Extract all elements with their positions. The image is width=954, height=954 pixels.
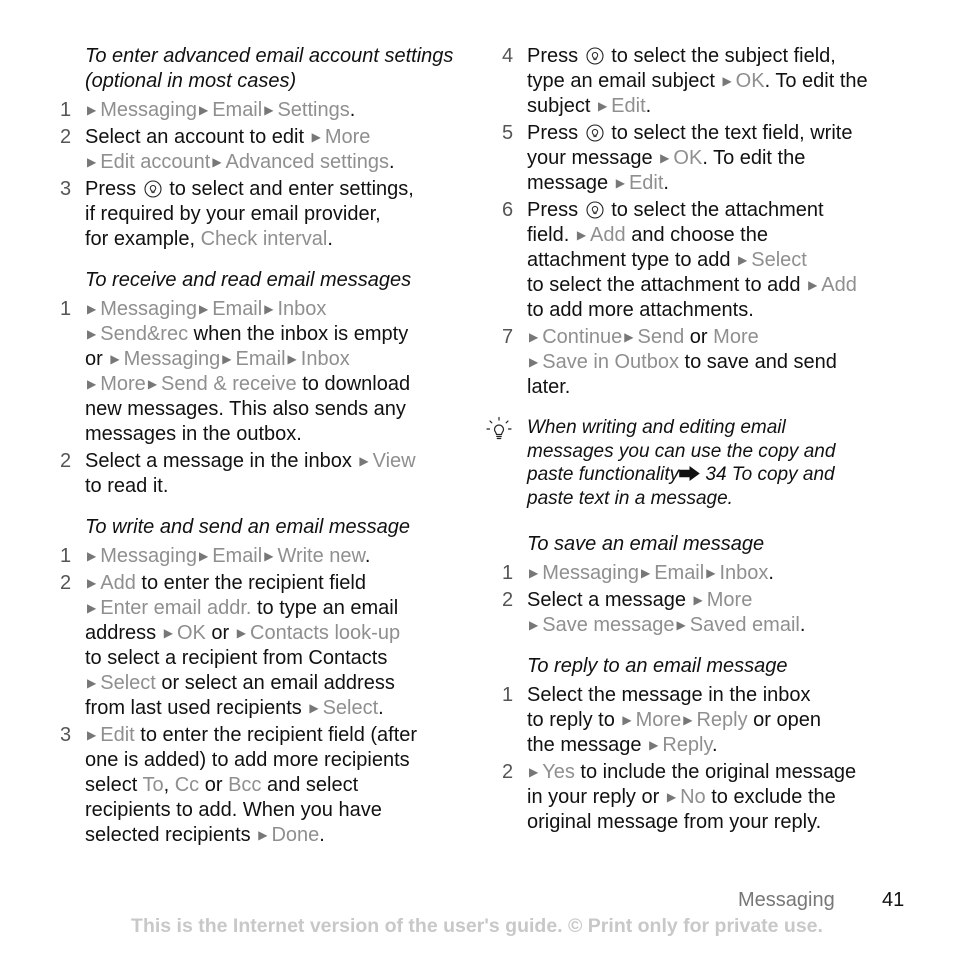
menu-arrow-icon: ▶ bbox=[87, 676, 97, 690]
instruction-section bbox=[502, 532, 912, 638]
menu-arrow-icon: ▶ bbox=[264, 302, 274, 316]
ui-term: Email bbox=[654, 562, 705, 584]
ui-term: Email bbox=[212, 545, 263, 567]
text-run: to exclude the bbox=[705, 786, 836, 808]
ui-term: Edit bbox=[611, 95, 646, 117]
text-run: . bbox=[711, 734, 718, 756]
text-run: Press bbox=[527, 45, 584, 67]
ui-term: More bbox=[713, 326, 759, 348]
step-item bbox=[60, 723, 470, 848]
menu-arrow-icon: ▶ bbox=[198, 302, 209, 316]
menu-arrow-icon: ▶ bbox=[212, 155, 222, 169]
step-item bbox=[60, 449, 470, 499]
text-run: . bbox=[388, 151, 395, 173]
tip-note bbox=[486, 416, 912, 510]
ui-term: More bbox=[635, 709, 682, 731]
ui-term: Edit account bbox=[100, 151, 211, 173]
text-run: or bbox=[684, 326, 714, 348]
ui-term: Add bbox=[590, 224, 626, 246]
ui-term: Messaging bbox=[100, 545, 197, 567]
ui-term: Messaging bbox=[100, 298, 197, 320]
ui-term: Inbox bbox=[300, 348, 350, 370]
text-run: select bbox=[85, 774, 143, 796]
menu-arrow-icon: ▶ bbox=[87, 728, 97, 742]
instruction-section bbox=[60, 268, 470, 499]
ui-term: Yes bbox=[542, 761, 575, 783]
ui-term: To bbox=[142, 774, 164, 796]
ui-term: Save in Outbox bbox=[542, 351, 679, 373]
text-run: original message from your reply. bbox=[527, 811, 822, 833]
navigation-key-icon bbox=[586, 47, 604, 65]
text-run: Select a message in the inbox bbox=[85, 450, 358, 472]
menu-arrow-icon: ▶ bbox=[87, 155, 97, 169]
ui-term: View bbox=[372, 450, 416, 472]
ui-term: Inbox bbox=[277, 298, 327, 320]
text-run: . To edit the bbox=[702, 147, 806, 169]
ui-term: Bcc bbox=[228, 774, 262, 796]
left-column bbox=[60, 44, 470, 864]
ui-term: Email bbox=[212, 99, 263, 121]
menu-arrow-icon: ▶ bbox=[87, 327, 97, 341]
menu-arrow-icon: ▶ bbox=[87, 601, 97, 615]
step-item bbox=[502, 121, 912, 196]
ui-term: Enter email addr. bbox=[100, 597, 252, 619]
ui-term: Edit bbox=[628, 172, 664, 194]
step-item bbox=[502, 561, 912, 586]
ui-term: Inbox bbox=[719, 562, 769, 584]
text-run: the message bbox=[527, 734, 648, 756]
text-run: . bbox=[378, 697, 384, 719]
text-run: messages you can use the copy and bbox=[527, 440, 836, 462]
section-heading: To save an email message bbox=[527, 533, 765, 555]
tip-text bbox=[527, 416, 835, 510]
text-run: Select an account to edit bbox=[85, 126, 310, 148]
step-item bbox=[502, 588, 912, 638]
step-text bbox=[85, 723, 470, 848]
step-number: 6 bbox=[502, 199, 514, 221]
text-run: . To edit the bbox=[764, 70, 868, 92]
text-run: new messages. This also sends any bbox=[85, 398, 406, 420]
page-reference-arrow-icon bbox=[679, 466, 700, 481]
text-run: to read it. bbox=[85, 475, 169, 497]
text-run: recipients to add. When you have bbox=[85, 799, 382, 821]
menu-arrow-icon: ▶ bbox=[258, 828, 268, 842]
step-number: 2 bbox=[60, 450, 72, 472]
step-item bbox=[502, 198, 912, 323]
step-number: 5 bbox=[502, 122, 514, 144]
ui-term: Add bbox=[100, 572, 136, 594]
section-heading: To write and send an email message bbox=[85, 516, 410, 538]
text-run: to save and send bbox=[678, 351, 837, 373]
menu-arrow-icon: ▶ bbox=[597, 99, 608, 113]
menu-arrow-icon: ▶ bbox=[683, 713, 693, 727]
step-text bbox=[85, 177, 470, 252]
menu-arrow-icon: ▶ bbox=[287, 352, 297, 366]
ui-term: Select bbox=[100, 672, 156, 694]
menu-arrow-icon: ▶ bbox=[198, 103, 209, 117]
step-number: 3 bbox=[60, 724, 72, 746]
step-text bbox=[527, 683, 912, 758]
ui-term: Reply bbox=[696, 709, 748, 731]
step-item bbox=[60, 125, 470, 175]
ui-term: No bbox=[680, 786, 706, 808]
menu-arrow-icon: ▶ bbox=[640, 566, 651, 580]
text-run: Select a message bbox=[527, 589, 692, 611]
ui-term: Settings bbox=[277, 99, 350, 121]
menu-arrow-icon: ▶ bbox=[222, 352, 232, 366]
step-text bbox=[85, 571, 470, 721]
menu-arrow-icon: ▶ bbox=[529, 618, 539, 632]
text-run: to enter the recipient field (after bbox=[134, 724, 418, 746]
section-heading: To enter advanced email account settings (optional in most cases) bbox=[85, 45, 454, 92]
menu-arrow-icon: ▶ bbox=[87, 377, 97, 391]
text-run: . bbox=[663, 172, 669, 194]
step-number: 1 bbox=[60, 298, 72, 320]
ui-term: Write new bbox=[277, 545, 365, 567]
text-run: paste functionality bbox=[527, 464, 680, 485]
text-run: if required by your email provider, bbox=[85, 203, 381, 225]
ui-term: Send & receive bbox=[161, 373, 297, 395]
step-number: 1 bbox=[60, 545, 72, 567]
ui-term: Messaging bbox=[100, 99, 197, 121]
text-run: Press bbox=[85, 178, 142, 200]
text-run: to select the text field, write bbox=[605, 122, 853, 144]
step-number: 3 bbox=[60, 178, 72, 200]
menu-arrow-icon: ▶ bbox=[359, 454, 369, 468]
text-run: to select a recipient from Contacts bbox=[85, 647, 388, 669]
text-run: type an email subject bbox=[527, 70, 721, 92]
section-heading: To reply to an email message bbox=[527, 655, 788, 677]
step-text bbox=[527, 588, 912, 638]
ui-term: Check interval bbox=[200, 228, 328, 250]
step-list bbox=[60, 544, 470, 848]
ui-term: Cc bbox=[174, 774, 200, 796]
menu-arrow-icon: ▶ bbox=[311, 130, 321, 144]
text-run: to select and enter settings, bbox=[163, 178, 414, 200]
text-run: Press bbox=[527, 199, 584, 221]
text-run: and choose the bbox=[625, 224, 768, 246]
step-text bbox=[527, 198, 912, 323]
text-run: Press bbox=[527, 122, 584, 144]
step-text bbox=[527, 44, 912, 119]
footer-section-name: Messaging bbox=[738, 889, 835, 911]
step-list bbox=[60, 297, 470, 499]
step-item bbox=[502, 760, 912, 835]
navigation-key-icon bbox=[586, 124, 604, 142]
ui-term: Contacts look-up bbox=[250, 622, 401, 644]
step-list bbox=[60, 98, 470, 252]
text-run: , bbox=[163, 774, 175, 796]
menu-arrow-icon: ▶ bbox=[87, 302, 97, 316]
step-item bbox=[60, 571, 470, 721]
step-text bbox=[527, 760, 912, 835]
menu-arrow-icon: ▶ bbox=[198, 549, 209, 563]
instruction-section bbox=[60, 44, 470, 252]
menu-arrow-icon: ▶ bbox=[706, 566, 716, 580]
text-run: to reply to bbox=[527, 709, 621, 731]
menu-arrow-icon: ▶ bbox=[309, 701, 319, 715]
text-run: field. bbox=[527, 224, 575, 246]
text-run: to enter the recipient field bbox=[135, 572, 366, 594]
step-text bbox=[85, 98, 470, 123]
copyright-notice: This is the Internet version of the user's guide. © Print only for private use. bbox=[131, 915, 823, 937]
ui-term: OK bbox=[735, 70, 765, 92]
text-run: address bbox=[85, 622, 162, 644]
step-number: 2 bbox=[502, 761, 514, 783]
menu-arrow-icon: ▶ bbox=[110, 352, 120, 366]
menu-arrow-icon: ▶ bbox=[163, 626, 173, 640]
text-run: Select the message in the inbox bbox=[527, 684, 811, 706]
step-number: 1 bbox=[502, 562, 514, 584]
step-text bbox=[527, 325, 912, 400]
ui-term: More bbox=[100, 373, 146, 395]
menu-arrow-icon: ▶ bbox=[738, 253, 748, 267]
text-run: or bbox=[85, 348, 109, 370]
step-text bbox=[85, 297, 470, 447]
menu-arrow-icon: ▶ bbox=[87, 549, 97, 563]
menu-arrow-icon: ▶ bbox=[576, 228, 587, 242]
step-item bbox=[502, 325, 912, 400]
menu-arrow-icon: ▶ bbox=[264, 103, 274, 117]
write-email-continued-steps bbox=[502, 44, 912, 400]
right-sections bbox=[502, 532, 912, 835]
text-run: subject bbox=[527, 95, 596, 117]
text-run: in your reply or bbox=[527, 786, 665, 808]
text-run: paste text in a message. bbox=[527, 487, 733, 509]
step-text bbox=[527, 561, 912, 586]
ui-term: Messaging bbox=[542, 562, 639, 584]
menu-arrow-icon: ▶ bbox=[87, 576, 97, 590]
step-number: 7 bbox=[502, 326, 514, 348]
navigation-key-icon bbox=[144, 180, 162, 198]
lightbulb-icon bbox=[486, 416, 512, 442]
text-run: to select the subject field, bbox=[605, 45, 836, 67]
step-number: 2 bbox=[60, 126, 72, 148]
ui-term: Send bbox=[637, 326, 685, 348]
menu-arrow-icon: ▶ bbox=[666, 790, 677, 804]
section-heading: To receive and read email messages bbox=[85, 269, 412, 291]
text-run: or bbox=[199, 774, 229, 796]
ui-term: Email bbox=[212, 298, 263, 320]
menu-arrow-icon: ▶ bbox=[622, 713, 632, 727]
step-item bbox=[60, 297, 470, 447]
navigation-key-icon bbox=[586, 201, 604, 219]
menu-arrow-icon: ▶ bbox=[722, 74, 732, 88]
step-item bbox=[502, 44, 912, 119]
ui-term: Reply bbox=[662, 734, 712, 756]
page-number: 41 bbox=[882, 889, 905, 911]
right-column bbox=[502, 44, 912, 851]
text-run: . bbox=[319, 824, 325, 846]
step-text bbox=[527, 121, 912, 196]
text-run: and select bbox=[261, 774, 359, 796]
instruction-section bbox=[60, 515, 470, 848]
text-run: 34 To copy and bbox=[700, 464, 835, 485]
step-text bbox=[85, 449, 470, 499]
text-run: your message bbox=[527, 147, 659, 169]
ui-term: Saved email bbox=[689, 614, 800, 636]
text-run: . bbox=[364, 545, 371, 567]
ui-term: OK bbox=[673, 147, 703, 169]
text-run: messages in the outbox. bbox=[85, 423, 302, 445]
menu-arrow-icon: ▶ bbox=[649, 738, 659, 752]
step-item bbox=[60, 98, 470, 123]
menu-arrow-icon: ▶ bbox=[147, 377, 158, 391]
menu-arrow-icon: ▶ bbox=[87, 103, 97, 117]
text-run: . bbox=[799, 614, 806, 636]
step-text bbox=[85, 125, 470, 175]
ui-term: Messaging bbox=[123, 348, 221, 370]
text-run: to include the original message bbox=[574, 761, 857, 783]
text-run: to add more attachments. bbox=[527, 299, 754, 321]
text-run: to select the attachment to add bbox=[527, 274, 807, 296]
text-run: When writing and editing email bbox=[527, 417, 786, 438]
menu-arrow-icon: ▶ bbox=[529, 566, 539, 580]
text-run: or select an email address bbox=[155, 672, 395, 694]
ui-term: Done bbox=[271, 824, 320, 846]
text-run: one is added) to add more recipients bbox=[85, 749, 410, 771]
ui-term: OK bbox=[176, 622, 206, 644]
ui-term: More bbox=[324, 126, 371, 148]
menu-arrow-icon: ▶ bbox=[693, 593, 703, 607]
step-item bbox=[60, 544, 470, 569]
ui-term: Email bbox=[235, 348, 286, 370]
menu-arrow-icon: ▶ bbox=[808, 278, 818, 292]
text-run: attachment type to add bbox=[527, 249, 737, 271]
ui-term: Continue bbox=[542, 326, 623, 348]
step-number: 2 bbox=[502, 589, 514, 611]
text-run: or bbox=[205, 622, 235, 644]
menu-arrow-icon: ▶ bbox=[660, 151, 670, 165]
step-number: 2 bbox=[60, 572, 72, 594]
step-text bbox=[85, 544, 470, 569]
ui-term: More bbox=[706, 589, 753, 611]
step-item bbox=[502, 683, 912, 758]
ui-term: Edit bbox=[100, 724, 135, 746]
text-run: . bbox=[768, 562, 774, 584]
menu-arrow-icon: ▶ bbox=[236, 626, 246, 640]
menu-arrow-icon: ▶ bbox=[529, 330, 539, 344]
text-run: . bbox=[327, 228, 333, 250]
text-run: to download bbox=[296, 373, 411, 395]
ui-term: Advanced settings bbox=[225, 151, 389, 173]
text-run: later. bbox=[527, 376, 571, 398]
text-run: . bbox=[349, 99, 356, 121]
ui-term: Send&rec bbox=[100, 323, 189, 345]
text-run: selected recipients bbox=[85, 824, 257, 846]
text-run: or open bbox=[747, 709, 821, 731]
step-list bbox=[502, 561, 912, 638]
menu-arrow-icon: ▶ bbox=[529, 355, 539, 369]
ui-term: Add bbox=[821, 274, 857, 296]
text-run: when the inbox is empty bbox=[188, 323, 409, 345]
ui-term: Select bbox=[751, 249, 807, 271]
instruction-section bbox=[502, 654, 912, 835]
text-run: to type an email bbox=[251, 597, 399, 619]
menu-arrow-icon: ▶ bbox=[615, 176, 625, 190]
step-number: 1 bbox=[60, 99, 72, 121]
step-item bbox=[60, 177, 470, 252]
menu-arrow-icon: ▶ bbox=[264, 549, 274, 563]
menu-arrow-icon: ▶ bbox=[624, 330, 634, 344]
step-list bbox=[502, 683, 912, 835]
text-run: to select the attachment bbox=[605, 199, 824, 221]
menu-arrow-icon: ▶ bbox=[529, 765, 539, 779]
text-run: . bbox=[645, 95, 652, 117]
text-run: message bbox=[527, 172, 614, 194]
text-run: for example, bbox=[85, 228, 201, 250]
step-number: 1 bbox=[502, 684, 514, 706]
step-number: 4 bbox=[502, 45, 514, 67]
ui-term: Save message bbox=[542, 614, 675, 636]
text-run: from last used recipients bbox=[85, 697, 308, 719]
menu-arrow-icon: ▶ bbox=[676, 618, 686, 632]
ui-term: Select bbox=[322, 697, 379, 719]
